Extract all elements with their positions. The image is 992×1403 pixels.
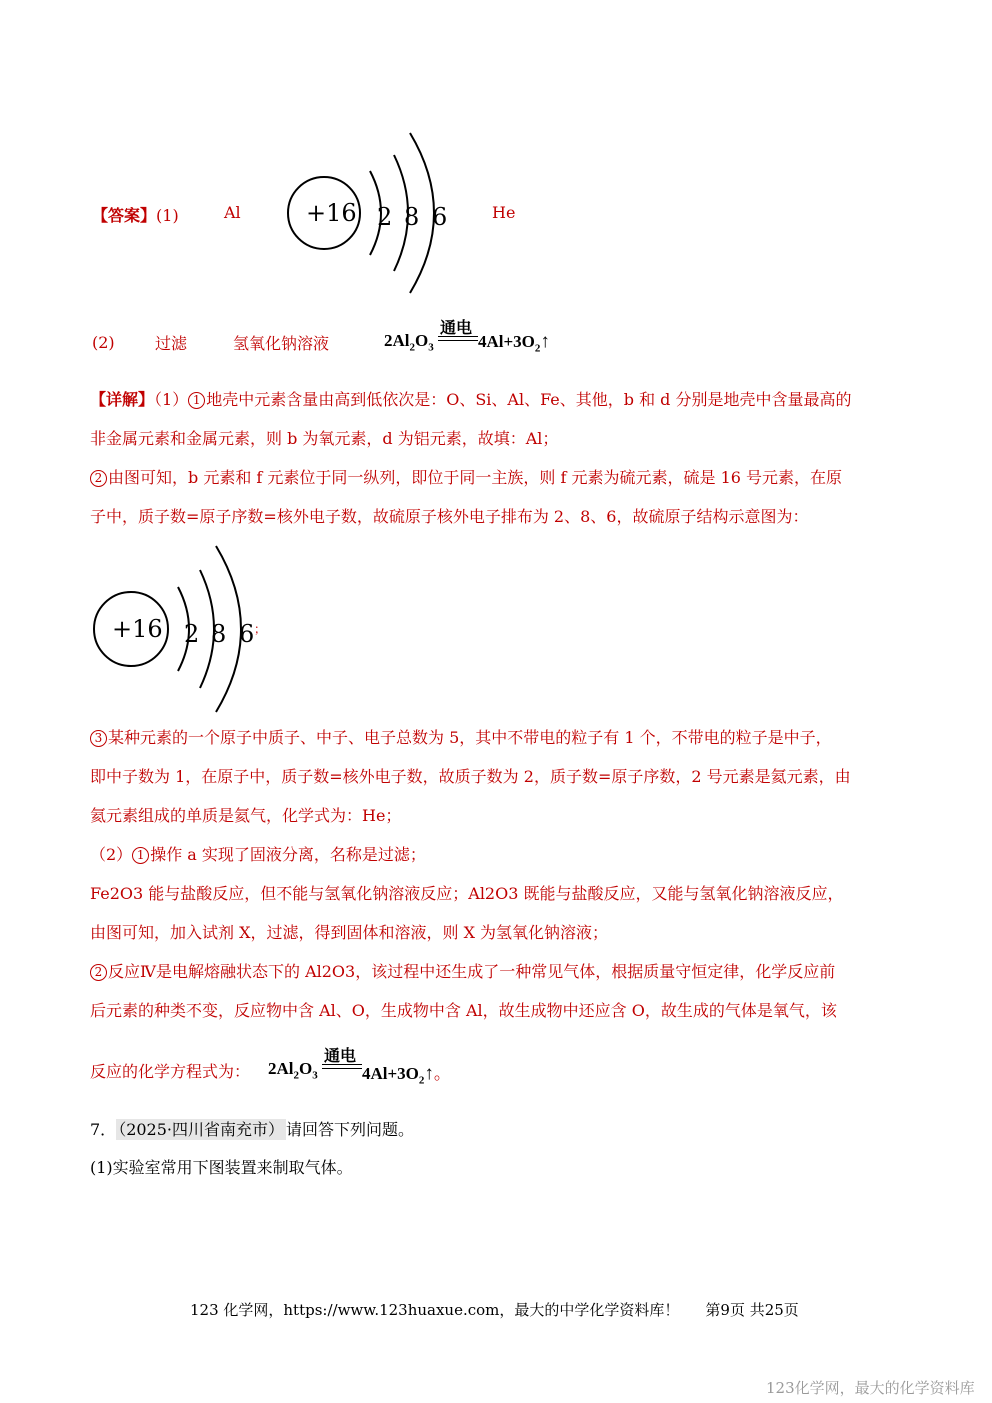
detail-label: 【详解】 [90,390,155,409]
detail-line-2: 非金属元素和金属元素，则 b 为氧元素，d 为铝元素，故填：Al； [90,429,559,448]
circle-number-2: 2 [90,470,107,487]
footer-page: 第9页 共25页 [705,1301,799,1319]
circle-number-3: 3 [90,730,107,747]
detail-line-4: 子中，质子数=原子序数=核外电子数，故硫原子核外电子排布为 2、8、6，故硫原子结构示意图为： [90,507,809,526]
shell-2-3: 6 [239,620,255,648]
atom-diagram-answer [280,125,470,300]
circle-number-1b: 1 [132,847,149,864]
watermark: 123化学网，最大的化学资料库 [766,1379,975,1397]
nucleus-charge-2: +16 [112,615,163,643]
answer-q2-number: (2) [92,333,115,352]
detail-line-11: 反应Ⅳ是电解熔融状态下的 Al2O3，该过程中还生成了一种常见气体，根据质量守恒定律，化学反应前 [108,962,836,981]
shell-2: 8 [404,203,420,231]
shell-3: 6 [432,203,448,231]
answer-q1-he: He [492,203,516,222]
shell-2-1: 2 [184,620,200,648]
detail-line-1: 地壳中元素含量由高到低依次是：O、Si、Al、Fe、其他，b 和 d 分别是地壳中含量最高的 [206,390,852,409]
condition-label: 通电 [440,318,473,337]
answer-q2-naoh: 氢氧化钠溶液 [233,334,330,353]
detail-line-8: 操作 a 实现了固液分离，名称是过滤； [150,845,426,864]
atom-diagram-detail [90,540,280,715]
equation-answer: $2Al_2O_3$ 通电 $4Al+3O_2↑$ [384,315,564,355]
detail-line-5: 某种元素的一个原子中质子、中子、电子总数为 5，其中不带电的粒子有 1 个，不带电的粒子是中子， [108,728,832,747]
answer-q1-al: Al [224,203,241,222]
question-source: （2025·四川省南充市） [118,1120,284,1139]
question-text: 请回答下列问题。 [286,1120,415,1139]
question-number: 7． [90,1120,117,1139]
nucleus-charge: +16 [306,199,357,227]
circle-number-1: 1 [188,392,205,409]
detail-line-12: 后元素的种类不变，反应物中含 Al、O，生成物中含 Al，故生成物中还应含 O，故生成的气体是氧气，该 [90,1001,837,1020]
condition-label-2: 通电 [324,1046,357,1065]
footer-text: 123 化学网，https://www.123huaxue.com，最大的中学化学资料库！ [190,1301,680,1319]
detail-line-10: 由图可知，加入试剂 X，过滤，得到固体和溶液，则 X 为氢氧化钠溶液； [90,923,609,942]
detail-line-6: 即中子数为 1，在原子中，质子数=核外电子数，故质子数为 2，质子数=原子序数，2 号元素是氦元素，由 [90,767,851,786]
diagram-semicolon: ； [254,622,267,636]
answer-label: 【答案】 [92,206,157,225]
detail-line-9: Fe2O3 能与盐酸反应，但不能与氢氧化钠溶液反应；Al2O3 既能与盐酸反应，又能与氢氧化钠溶液反应， [90,884,844,903]
answer-q2-filter: 过滤 [155,334,188,353]
detail-line-13: 反应的化学方程式为： [90,1062,251,1081]
shell-2-2: 8 [211,620,227,648]
question-sub1: (1)实验室常用下图装置来制取气体。 [90,1158,353,1177]
detail-line-3: 由图可知，b 元素和 f 元素位于同一纵列，即位于同一主族，则 f 元素为硫元素，硫是 16 号元素，在原 [108,468,843,487]
shell-1: 2 [377,203,393,231]
answer-q1-number: (1) [156,206,179,225]
detail-line-7: 氦元素组成的单质是氦气，化学式为：He； [90,806,402,825]
equation-detail: $2Al_2O_3$ 通电 $4Al+3O_2↑$。 [268,1043,468,1083]
circle-number-2b: 2 [90,964,107,981]
